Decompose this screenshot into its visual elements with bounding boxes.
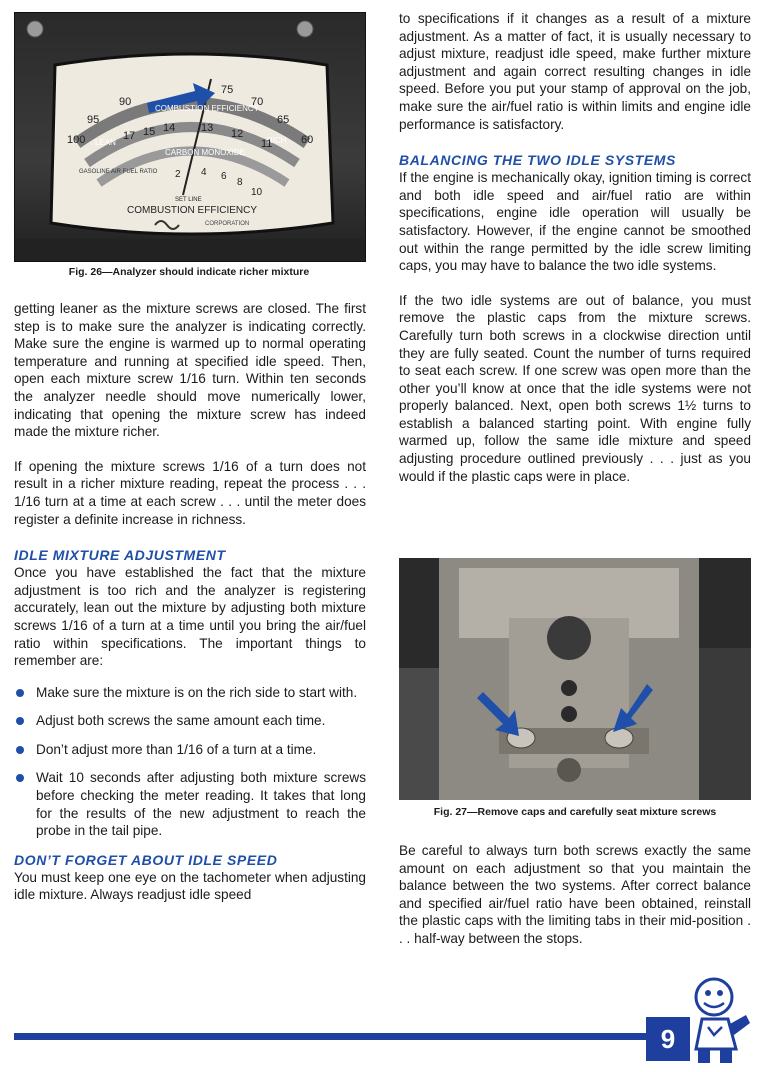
dial-ratio-number: 13 (201, 122, 214, 134)
bullet-list (14, 684, 366, 840)
paragraph: to specifications if it changes as a result of a mixture adjustment. As a matter of fact, it is usually necessary to adjust mixture, readjust idle speed, make further mixture adjustment and again correct resulting changes in idle speed. Before you put your stamp of approval on the job, make sure the air/fuel ratio is within limits and engine idle performance is satisfactory. (399, 11, 751, 132)
dial-co-number: 10 (251, 187, 263, 198)
dial-ratio-number: 15 (143, 126, 156, 138)
paragraph: If the two idle systems are out of balance, you must remove the plastic caps from the mixture screws. Carefully turn both screws in a clockwise direction until they are fully seated. Count the number of turns required to seat each screw. If one screw was open more than the other you’ll know at once that the idle systems were not properly balanced. Next, open both screws 1½ turns to establish a balanced starting point. With engine fully warmed up, follow the same idle mixture and speed adjusting procedure outlined previously . . . just as you would if the plastic caps were in place. (399, 292, 751, 484)
figure-analyzer-meter (14, 12, 366, 262)
page-number: 9 (646, 1017, 690, 1061)
dial-top-number: 70 (251, 96, 264, 108)
dial-rich-label: RICH (267, 136, 287, 145)
list-item: Wait 10 seconds after adjusting both mixture screws before checking the meter reading. It takes that long for the results of the new adjustment to reach the probe in the tail pipe. (14, 769, 366, 839)
dial-ratio-number: 12 (231, 128, 244, 140)
dial-co-number: 8 (237, 177, 243, 188)
figure-26-caption: Fig. 26—Analyzer should indicate richer mixture (68, 266, 310, 278)
footer-bar (14, 1033, 646, 1040)
paragraph: You must keep one eye on the tachometer when adjusting idle mixture. Always readjust idle speed (14, 869, 366, 903)
dial-co-number: 6 (221, 171, 227, 182)
dial-maker-label: CORPORATION (205, 221, 250, 227)
paragraph: If the engine is mechanically okay, ignition timing is correct and both idle speed and air/fuel ratio are within specifications, engine idle operation will usually be satisfactory. However, if the engine cannot be smoothed out within the range permitted by the idle screw limiting caps, you may have to balance the two idle systems. (399, 170, 751, 274)
dial-top-number: 95 (87, 114, 100, 126)
paragraph: Be careful to always turn both screws exactly the same amount on each adjustment so that you maintain the balance between the two systems. After correct balance and specified air/fuel ratio have been obtained, reinstall the plastic caps with the limiting tabs in their mid-position . . . half-way between the stops. (399, 843, 751, 946)
dial-ratio-number: 14 (163, 122, 176, 134)
list-item: Don’t adjust more than 1/16 of a turn at a time. (14, 741, 366, 759)
dial-lean-label: LEAN (95, 138, 116, 147)
paragraph: getting leaner as the mixture screws are closed. The first step is to make sure the analyzer is indicating correctly. Make sure the engine is warmed up to normal operating temperature and running at specified idle speed. Then, open each mixture screw 1/16 turn. Within ten seconds the analyzer needle should move numerically lower, indicating that opening the mixture screw has indeed made the mixture richer. (14, 301, 366, 440)
bullet-icon (16, 774, 24, 782)
bullet-icon (16, 746, 24, 754)
dial-top-number: 60 (301, 134, 314, 146)
dial-ratio-label: GASOLINE AIR FUEL RATIO (79, 169, 158, 175)
mascot-icon (684, 975, 754, 1067)
figure-27-caption: Fig. 27—Remove caps and carefully seat mixture screws (433, 806, 717, 818)
right-column-continued (399, 842, 751, 948)
paragraph: If opening the mixture screws 1/16 of a turn does not result in a richer mixture reading, repeat the process . . . 1/16 turn at a time at each screw . . . until the meter does register a definite increase in richness. (14, 458, 366, 527)
dial-top-scale-label: COMBUSTION EFFICIENCY (155, 104, 260, 113)
dial-ratio-number: 17 (123, 130, 136, 142)
bullet-icon (16, 689, 24, 697)
figure-carburetor-photo (399, 558, 751, 800)
bullet-icon (16, 717, 24, 725)
dial-set-line-label: SET LINE (175, 197, 202, 203)
dial-ratio-number: 11 (261, 138, 273, 150)
dial-bottom-label: COMBUSTION EFFICIENCY (127, 205, 258, 216)
section-heading-balancing: BALANCING THE TWO IDLE SYSTEMS (399, 152, 676, 169)
dial-co-number: 2 (175, 169, 181, 180)
dial-top-number: 75 (221, 84, 234, 96)
dial-co-label: CARBON MONOXIDE (165, 148, 246, 157)
dial-top-number: 65 (277, 114, 290, 126)
list-item: Adjust both screws the same amount each time. (14, 712, 366, 730)
list-item: Make sure the mixture is on the rich side to start with. (14, 684, 366, 702)
left-column (14, 300, 366, 904)
dial-co-number: 4 (201, 167, 207, 178)
section-heading-idle-mixture: IDLE MIXTURE ADJUSTMENT (14, 547, 226, 564)
right-column (399, 10, 751, 485)
dial-top-number: 100 (67, 134, 86, 146)
dial-top-number: 90 (119, 96, 132, 108)
section-heading-idle-speed: DON’T FORGET ABOUT IDLE SPEED (14, 851, 278, 868)
paragraph: Once you have established the fact that the mixture adjustment is too rich and the analyzer is registering accurately, lean out the mixture by adjusting both mixture screws 1/16 of a turn at a time until you bring the air/fuel ratio within specifications. The important things to remember are: (14, 565, 366, 669)
